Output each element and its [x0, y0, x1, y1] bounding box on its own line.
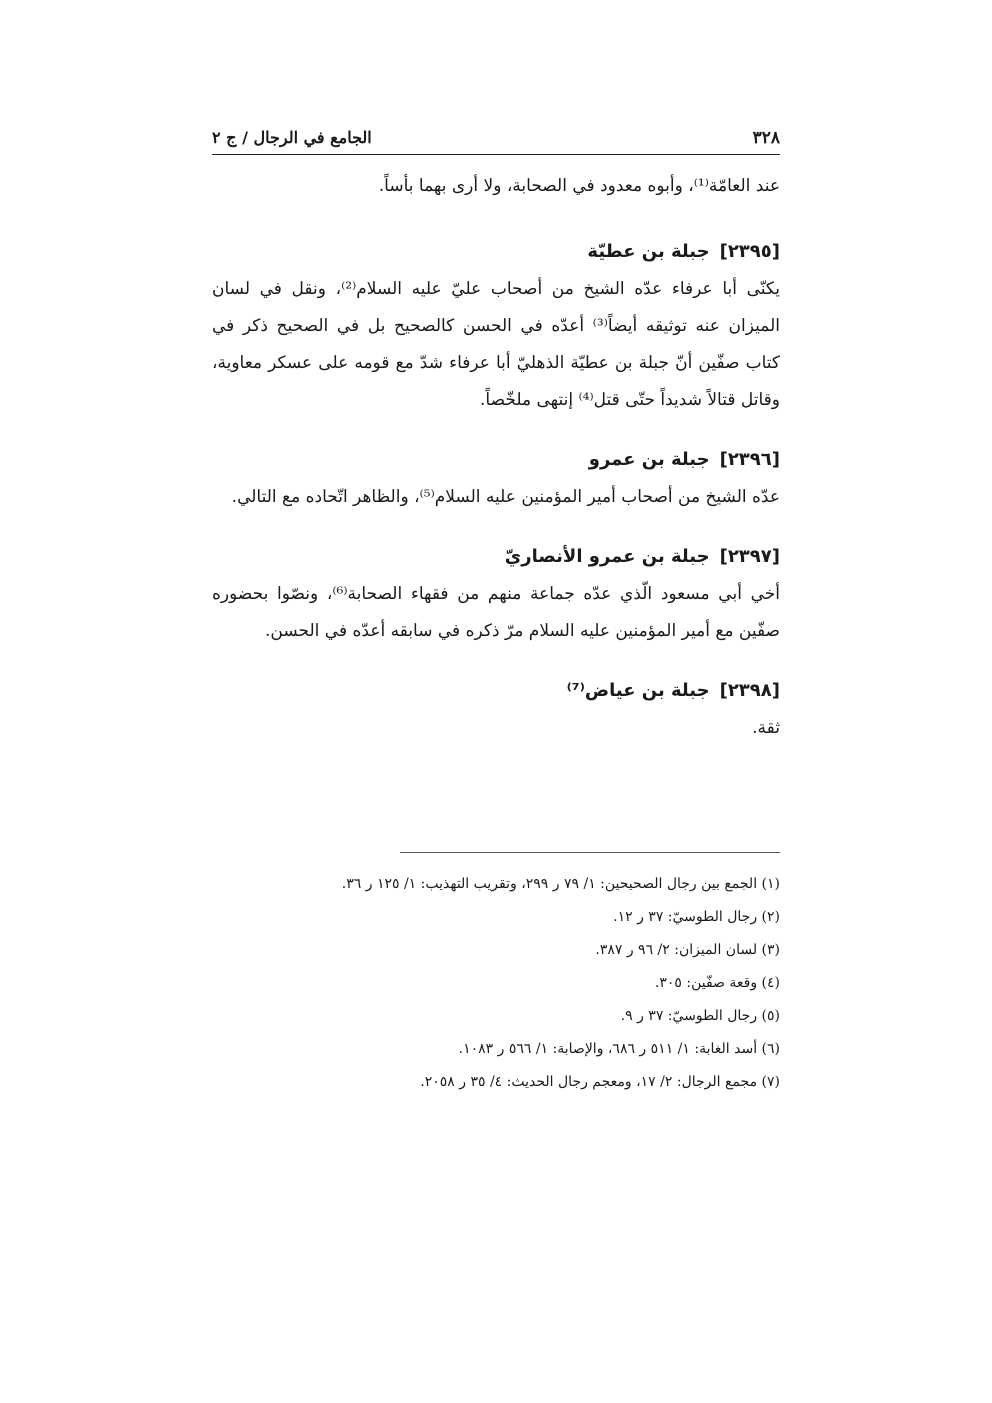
entry-heading — [212, 233, 780, 271]
entry-name: جبلة بن عمرو الأنصاريّ — [504, 546, 710, 567]
entry-name: جبلة بن عياض⁽⁷⁾ — [566, 680, 710, 701]
footnotes-list — [212, 868, 780, 1099]
entry-number: [٢٣٩٥] — [719, 241, 780, 262]
entry-name: جبلة بن عمرو — [588, 449, 710, 470]
entry-2398 — [212, 672, 780, 747]
footnote-item: (٣) لسان الميزان: ٢/ ٩٦ ر ٣٨٧. — [595, 942, 780, 958]
entry-body: يكنّى أبا عرفاء عدّه الشيخ من أصحاب عليّ عليه السلام⁽²⁾، ونقل في لسان الميزان عنه توثيقه أيضاً⁽³⁾ أعدّه في الحسن كالصحيح بل في الصحيح ذكر في كتاب صفّين أنّ جبلة بن عطيّة الذهليّ أبا عرفاء شدّ مع قومه على عسكر معاوية، وقاتل قتالاً شديداً حتّى قتل⁽⁴⁾ إنتهى ملخّصاً. — [212, 279, 781, 410]
entry-heading — [212, 538, 780, 576]
entry-body: ثقة. — [752, 718, 780, 738]
entry-number: [٢٣٩٨] — [719, 680, 780, 701]
entry-heading — [212, 441, 780, 479]
page-number: ٣٢٨ — [752, 128, 780, 148]
entry-body: أخي أبي مسعود الّذي عدّه جماعة منهم من فقهاء الصحابة⁽⁶⁾، ونصّوا بحضوره صفّين مع أمير المؤمنين عليه السلام مرّ ذكره في سابقه أعدّه في الحسن. — [212, 584, 780, 641]
footnote-item: (٤) وقعة صفّين: ٣٠٥. — [654, 975, 780, 991]
intro-paragraph: عند العامّة⁽¹⁾، وأبوه معدود في الصحابة، ولا أرى بهما بأساً. — [378, 176, 780, 196]
running-head — [212, 122, 780, 155]
footnote-item: (٢) رجال الطوسيّ: ٣٧ ر ١٢. — [613, 909, 780, 925]
entry-2397 — [212, 538, 780, 650]
footnote-item: (٧) مجمع الرجال: ٢/ ١٧، ومعجم رجال الحديث: ٤/ ٣٥ ر ٢٠٥٨. — [420, 1074, 780, 1090]
entry-body: عدّه الشيخ من أصحاب أمير المؤمنين عليه السلام⁽⁵⁾، والظاهر اتّحاده مع التالي. — [231, 487, 780, 507]
footnote-item: (١) الجمع بين رجال الصحيحين: ١/ ٧٩ ر ٢٩٩، وتقريب التهذيب: ١/ ١٢٥ ر ٣٦. — [341, 876, 780, 892]
main-text — [212, 168, 780, 769]
footnote-item: (٥) رجال الطوسيّ: ٣٧ ر ٩. — [620, 1008, 780, 1024]
footnote-divider — [400, 852, 780, 853]
book-title: الجامع في الرجال / ج ٢ — [212, 128, 372, 147]
entry-2395 — [212, 233, 780, 419]
book-page — [212, 0, 780, 1403]
footnote-item: (٦) أسد الغابة: ١/ ٥١١ ر ٦٨٦، والإصابة: ١/ ٥٦٦ ر ١٠٨٣. — [458, 1041, 780, 1057]
entry-2396 — [212, 441, 780, 516]
entry-number: [٢٣٩٧] — [719, 546, 780, 567]
entry-number: [٢٣٩٦] — [719, 449, 780, 470]
entry-name: جبلة بن عطيّة — [587, 241, 710, 262]
entry-heading — [212, 672, 780, 710]
